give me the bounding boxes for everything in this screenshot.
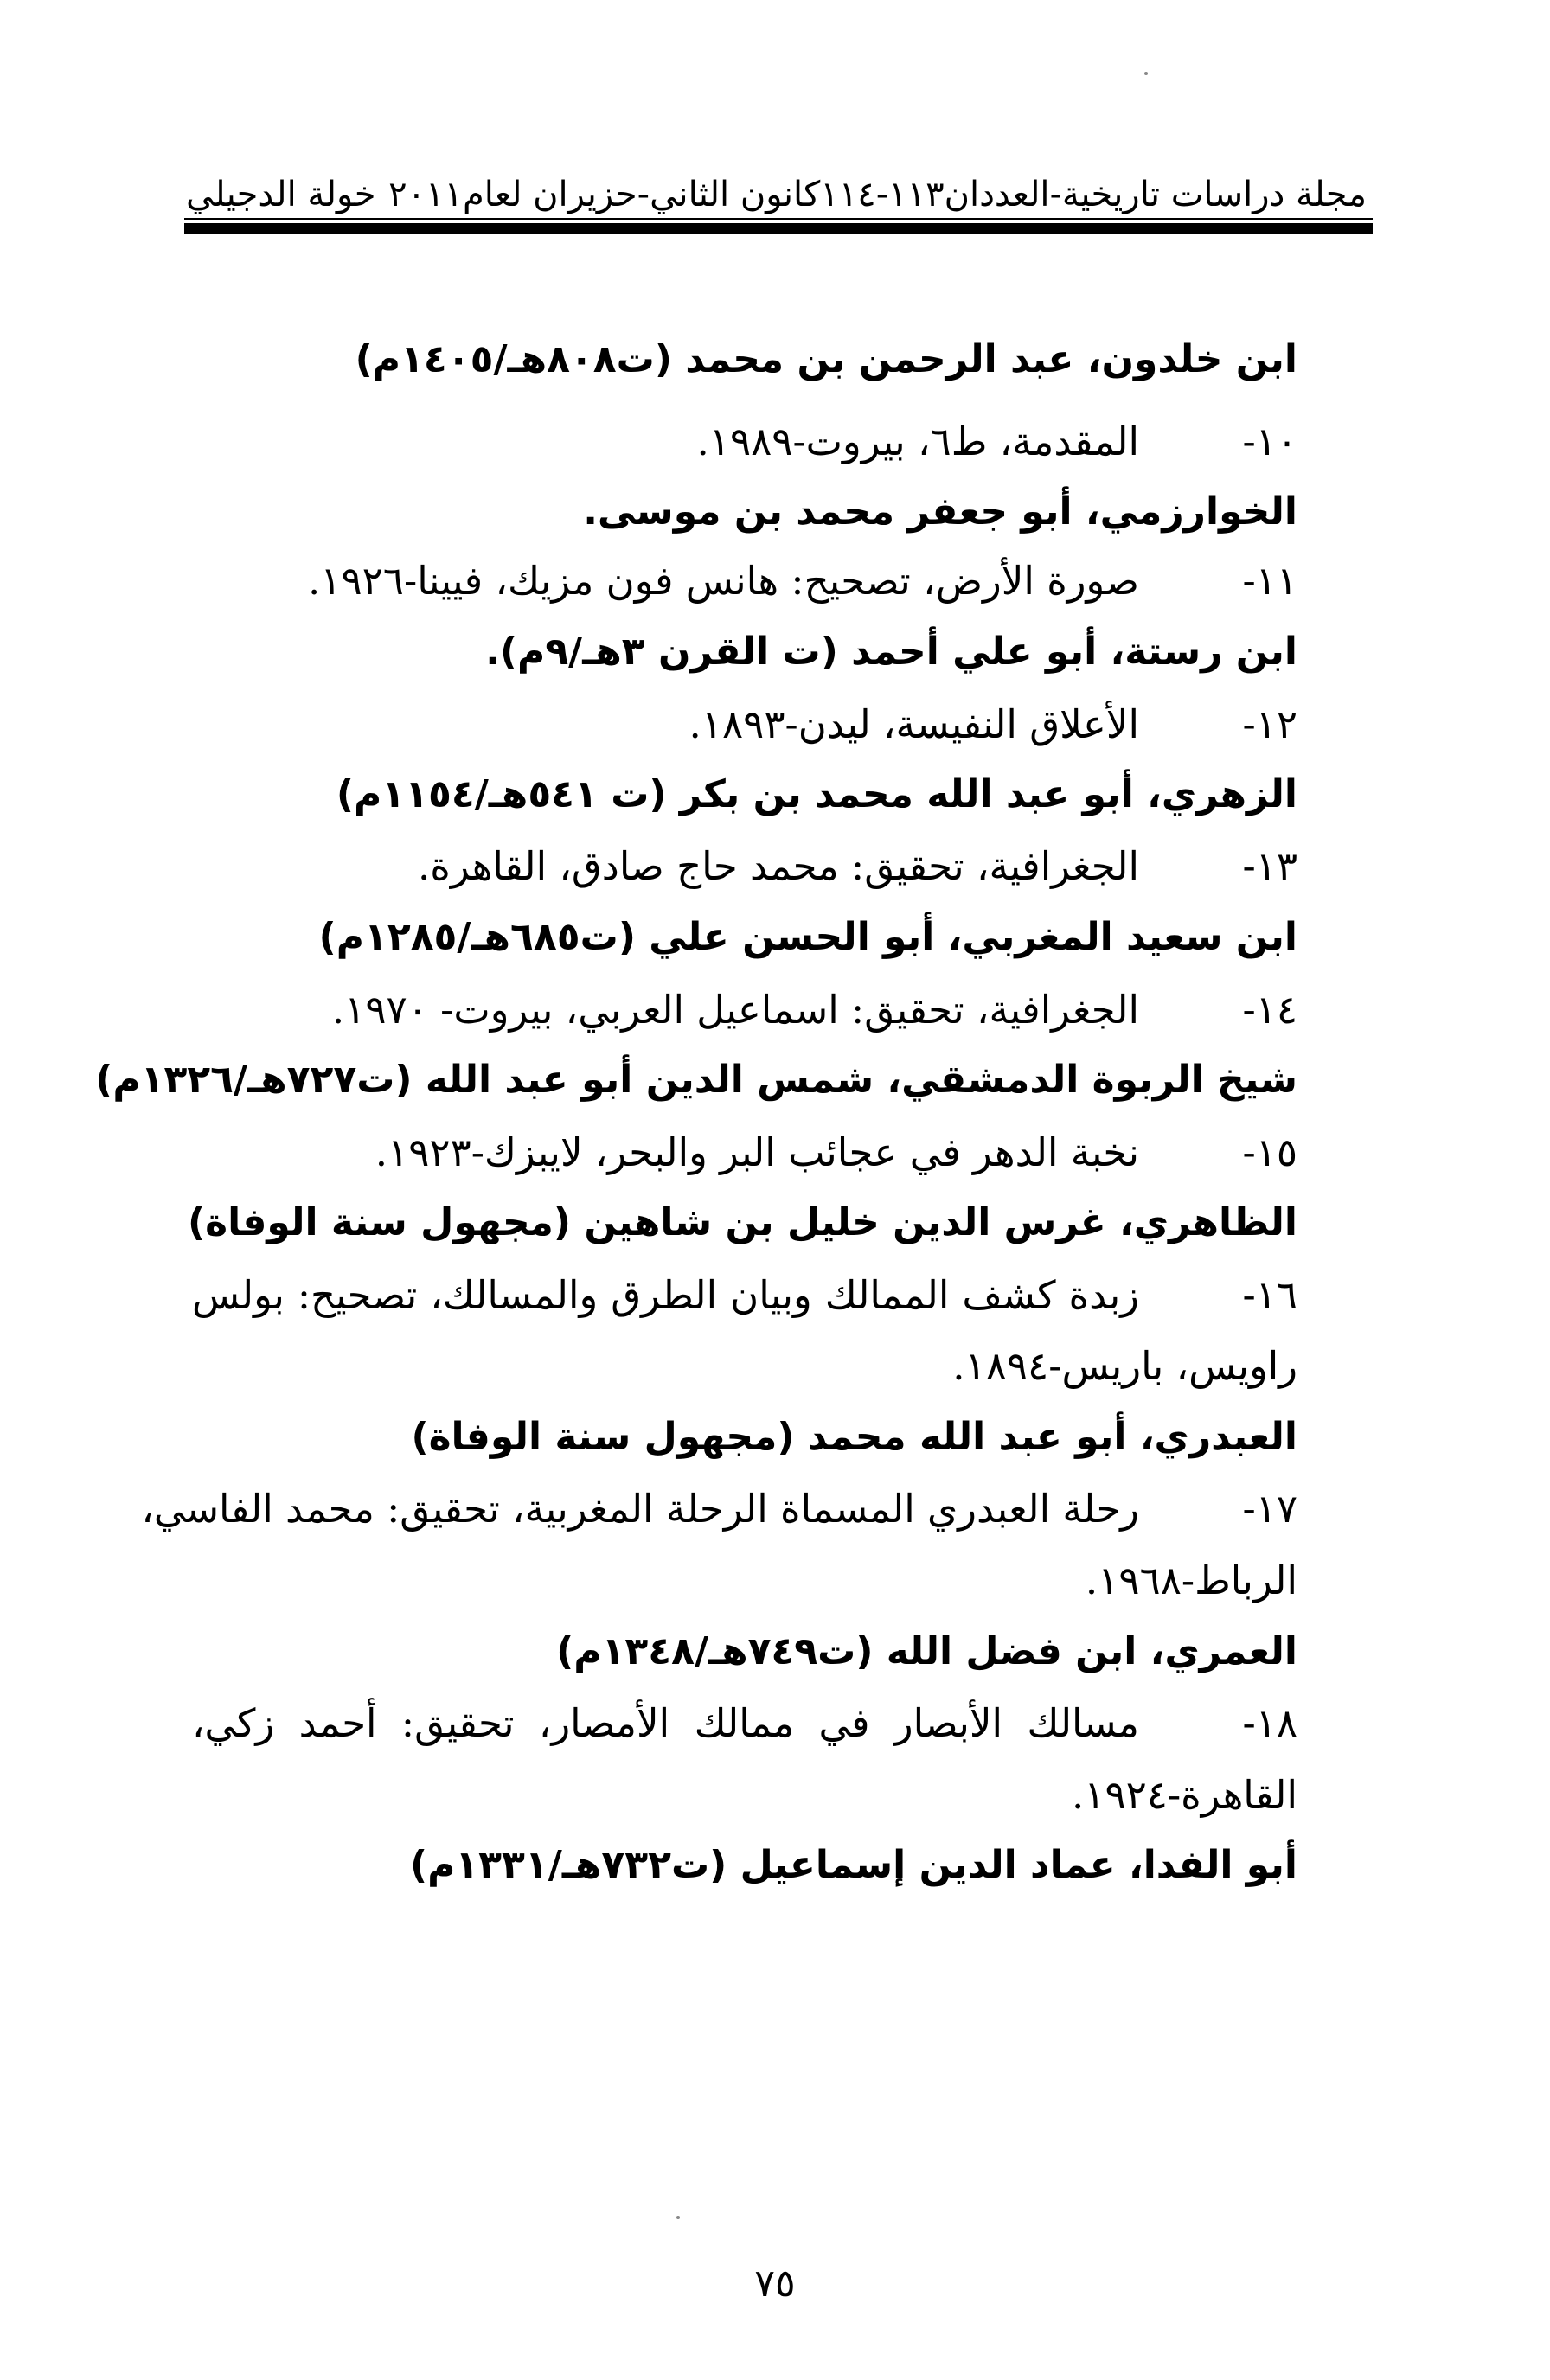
entry-number: ١٢- xyxy=(1242,701,1297,747)
entry-number: ١٠- xyxy=(1242,419,1297,464)
scan-speck xyxy=(676,2216,680,2219)
entry-text: المقدمة، ط٦، بيروت-١٩٨٩. xyxy=(696,419,1139,464)
entry-number: ١٧- xyxy=(1242,1486,1297,1532)
author-heading: الزهري، أبو عبد الله محمد بن بكر (ت ٥٤١هـ/١١٥٤م) xyxy=(336,772,1297,816)
entry-number: ١٤- xyxy=(1242,987,1297,1033)
entry-continuation: الرباط-١٩٦٨. xyxy=(1085,1558,1297,1603)
author-heading: العبدري، أبو عبد الله محمد (مجهول سنة الوفاة) xyxy=(411,1415,1297,1459)
author-heading: ابن سعيد المغربي، أبو الحسن علي (ت٦٨٥هـ/١٢٨٥م) xyxy=(318,915,1297,959)
author-heading: شيخ الربوة الدمشقي، شمس الدين أبو عبد الله (ت٧٢٧هـ/١٣٢٦م) xyxy=(95,1058,1297,1102)
entry-text: نخبة الدهر في عجائب البر والبحر، لايبزك-١٩٢٣. xyxy=(375,1129,1139,1175)
entry-text: مسالك الأبصار في ممالك الأمصار، تحقيق: أحمد زكي، xyxy=(192,1700,1139,1746)
author-heading: الخوارزمي، أبو جعفر محمد بن موسى. xyxy=(583,489,1297,534)
author-heading: ابن رستة، أبو علي أحمد (ت القرن ٣هـ/٩م). xyxy=(485,630,1297,674)
entry-number: ١٣- xyxy=(1242,843,1297,889)
entry-text: الجغرافية، تحقيق: محمد حاج صادق، القاهرة. xyxy=(417,843,1139,889)
running-header-journal: مجلة دراسات تاريخية-العددان١١٣-١١٤كانون الثاني-حزيران لعام٢٠١١ xyxy=(388,175,1367,214)
entry-text: صورة الأرض، تصحيح: هانس فون مزيك، فيينا-١٩٢٦. xyxy=(307,558,1139,604)
entry-number: ١٥- xyxy=(1242,1129,1297,1175)
entry-text: الأعلاق النفيسة، ليدن-١٨٩٣. xyxy=(689,701,1139,747)
entry-number: ١١- xyxy=(1242,558,1297,604)
entry-number: ١٦- xyxy=(1242,1272,1297,1318)
scan-speck xyxy=(1144,72,1148,75)
header-rule-thin xyxy=(184,218,1373,220)
entry-text: رحلة العبدري المسماة الرحلة المغربية، تحقيق: محمد الفاسي، xyxy=(141,1486,1139,1532)
author-heading: العمري، ابن فضل الله (ت٧٤٩هـ/١٣٤٨م) xyxy=(556,1629,1297,1673)
header-rule-thick xyxy=(184,223,1373,234)
author-heading: الظاهري، غرس الدين خليل بن شاهين (مجهول سنة الوفاة) xyxy=(187,1200,1297,1244)
running-header-author: خولة الدجيلي xyxy=(186,175,376,214)
entry-continuation: القاهرة-١٩٢٤. xyxy=(1071,1772,1297,1818)
author-heading: ابن خلدون، عبد الرحمن بن محمد (ت٨٠٨هـ/١٤٠٥م) xyxy=(355,337,1297,381)
author-heading: أبو الفدا، عماد الدين إسماعيل (ت٧٣٢هـ/١٣٣١م) xyxy=(409,1843,1297,1887)
entry-text: زبدة كشف الممالك وبيان الطرق والمسالك، تصحيح: بولس xyxy=(192,1272,1139,1318)
entry-continuation: راويس، باريس-١٨٩٤. xyxy=(952,1343,1297,1389)
entry-number: ١٨- xyxy=(1242,1700,1297,1746)
entry-text: الجغرافية، تحقيق: اسماعيل العربي، بيروت- ١٩٧٠. xyxy=(331,987,1139,1033)
page-number: ٧٥ xyxy=(754,2262,796,2306)
